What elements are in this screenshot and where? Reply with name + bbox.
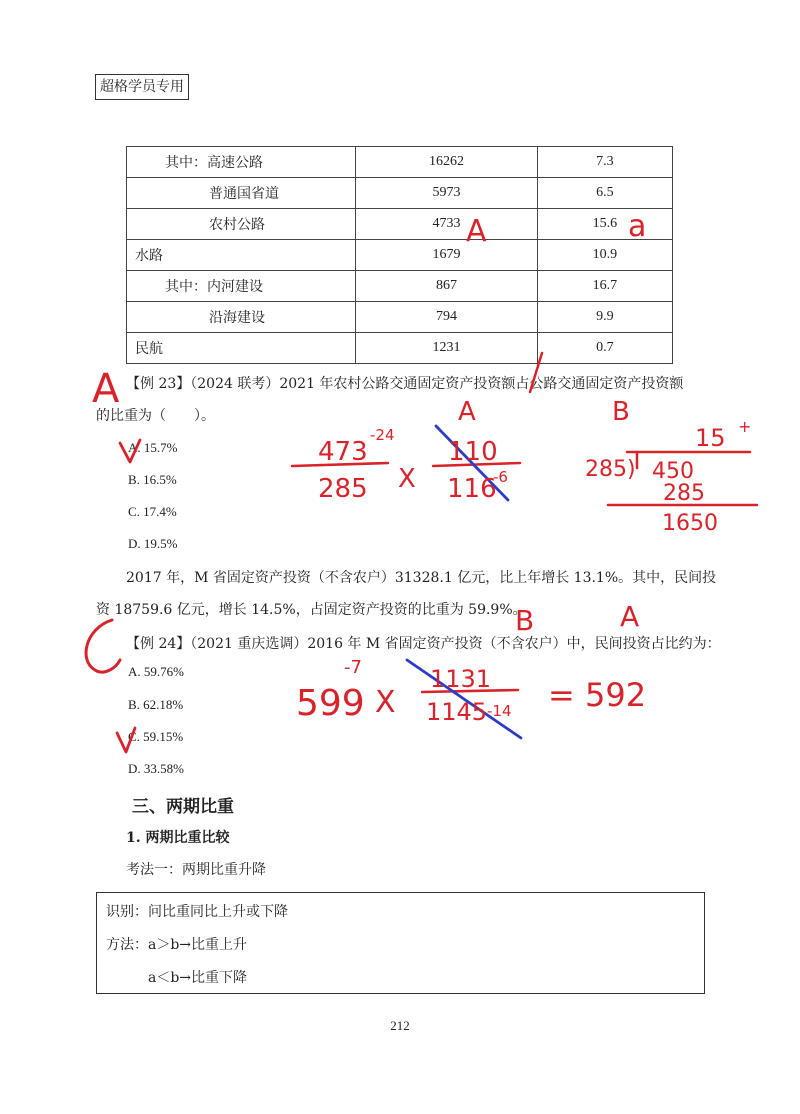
row-rate: 15.6 <box>537 209 672 240</box>
subsection-title: 1. 两期比重比较 <box>126 830 230 846</box>
q24-option-b: B. 62.18% <box>128 697 184 712</box>
passage-line1: 2017 年，M 省固定资产投资（不含农户）31328.1 亿元，比上年增长 13.1%。其中，民间投 <box>126 570 717 586</box>
row-rate: 6.5 <box>537 178 672 209</box>
hw-letter-q23-b: B <box>612 397 630 427</box>
hw-letter-a-small: a <box>628 209 647 244</box>
q23-stem-line1: 【例 23】（2024 联考）2021 年农村公路交通固定资产投资额占公路交通固定资产投资额 <box>126 376 684 392</box>
hw-calc23-fden: 116 <box>447 474 497 504</box>
hw-letter-q24-a: A <box>620 600 640 633</box>
q24-stem: 【例 24】（2021 重庆选调）2016 年 M 省固定资产投资（不含农户）中，民间投资占比约为： <box>126 636 721 652</box>
hw-letter-q24-b: B <box>515 604 535 637</box>
section-title: 三、两期比重 <box>132 797 234 817</box>
hw-letter-q23-answer: A <box>92 366 120 412</box>
hw-calc24-result: = 592 <box>548 676 647 714</box>
hw-calc23-den: 285 <box>318 474 368 504</box>
q23-option-d: D. 19.5% <box>128 536 178 551</box>
hw-calc24-fnum: 1131 <box>430 665 492 693</box>
q23-option-c: C. 17.4% <box>128 504 177 519</box>
q23-option-b: B. 16.5% <box>128 472 177 487</box>
hw-calc23-sup: -24 <box>370 426 395 444</box>
hw-div-dividend: 450 <box>652 459 694 484</box>
check-mark-q24 <box>117 728 135 752</box>
q24-option-c: C. 59.15% <box>128 729 184 744</box>
method-title: 考法一：两期比重升降 <box>126 862 266 878</box>
hw-div-divisor: 285) <box>585 457 636 482</box>
hw-calc23-fsup: -6 <box>493 468 508 486</box>
hw-letter-q23-a: A <box>458 397 476 427</box>
row-label: 沿海建设 <box>127 302 356 333</box>
q23-stem-line2: 的比重为（ ）。 <box>96 408 215 424</box>
hw-calc24-fsup: -14 <box>487 702 512 720</box>
header-stamp: 超格学员专用 <box>95 74 189 100</box>
hw-div-sub: 285 <box>663 481 705 506</box>
method-rule-up: 方法：a＞b→比重上升 <box>106 937 248 953</box>
hw-calc23-times: X <box>398 464 416 494</box>
row-rate: 9.9 <box>537 302 672 333</box>
row-value: 1231 <box>356 333 537 364</box>
row-label: 普通国省道 <box>127 178 356 209</box>
method-identify: 识别：问比重同比上升或下降 <box>106 904 288 920</box>
row-rate: 0.7 <box>537 333 672 364</box>
hw-calc24-fden: 1145 <box>426 698 488 726</box>
row-label: 水路 <box>127 240 356 271</box>
hw-calc23-num: 473 <box>318 437 368 467</box>
method-rule-down: a＜b→比重下降 <box>148 970 248 986</box>
row-label: 农村公路 <box>127 209 356 240</box>
row-label: 其中：高速公路 <box>127 147 356 178</box>
row-value: 16262 <box>356 147 537 178</box>
row-value: 1679 <box>356 240 537 271</box>
hw-div-rem: 1650 <box>662 511 718 536</box>
hw-letter-a-table: A <box>466 214 487 249</box>
passage-line2: 资 18759.6 亿元，增长 14.5%，占固定资产投资的比重为 59.9%。 <box>96 602 527 618</box>
check-mark-q23 <box>120 440 140 462</box>
row-value: 794 <box>356 302 537 333</box>
q23-option-a: A. 15.7% <box>128 440 178 455</box>
row-rate: 7.3 <box>537 147 672 178</box>
slash-mark <box>530 353 542 392</box>
row-label: 民航 <box>127 333 356 364</box>
hw-div-quotient-sup: + <box>738 417 752 436</box>
row-label: 其中：内河建设 <box>127 271 356 302</box>
hw-calc24-times: X <box>375 685 396 720</box>
hw-calc23-fnum: 110 <box>448 437 498 467</box>
row-value: 867 <box>356 271 537 302</box>
q24-option-d: D. 33.58% <box>128 761 184 776</box>
hw-div-quotient: 15 <box>695 424 726 452</box>
hw-calc24-a: 599 <box>296 683 365 724</box>
row-value: 4733 <box>356 209 537 240</box>
row-rate: 16.7 <box>537 271 672 302</box>
row-value: 5973 <box>356 178 537 209</box>
hw-calc24-a-sup: -7 <box>344 657 362 678</box>
q24-option-a: A. 59.76% <box>128 664 184 679</box>
page-number: 212 <box>390 1018 410 1033</box>
letter-c-circle <box>86 620 120 672</box>
row-rate: 10.9 <box>537 240 672 271</box>
